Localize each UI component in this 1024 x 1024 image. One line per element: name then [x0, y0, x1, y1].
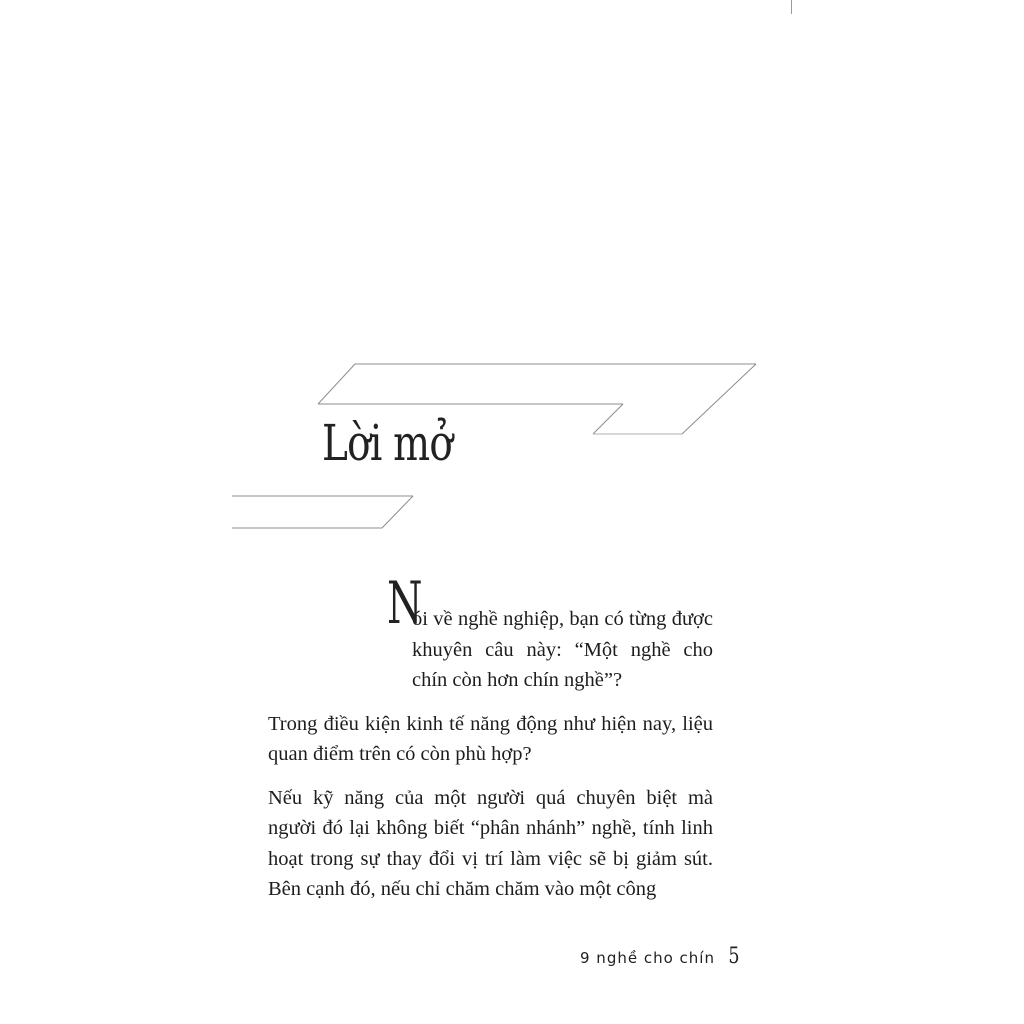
paragraph-1-text: ói về nghề nghiệp, bạn có từng được khuyên câu này: “Một nghề cho chín còn hơn chín nghề”? — [412, 608, 713, 691]
page-number: 5 — [728, 944, 740, 969]
running-title: 9 nghề cho chín — [580, 949, 715, 967]
page-footer — [580, 944, 741, 969]
paragraph-3: Nếu kỹ năng của một người quá chuyên biệt mà người đó lại không biết “phân nhánh” nghề, tính linh hoạt trong sự thay đổi vị trí làm việc sẽ bị giảm sút. Bên cạnh đó, nếu chỉ chăm chăm vào một công — [268, 786, 713, 900]
body-text — [268, 570, 713, 918]
drop-cap: N — [387, 569, 423, 637]
paragraph-1 — [268, 570, 713, 696]
chapter-title: Lời mở — [322, 414, 453, 472]
paragraph-2: Trong điều kiện kinh tế năng động như hiện nay, liệu quan điểm trên có còn phù hợp? — [268, 712, 713, 765]
